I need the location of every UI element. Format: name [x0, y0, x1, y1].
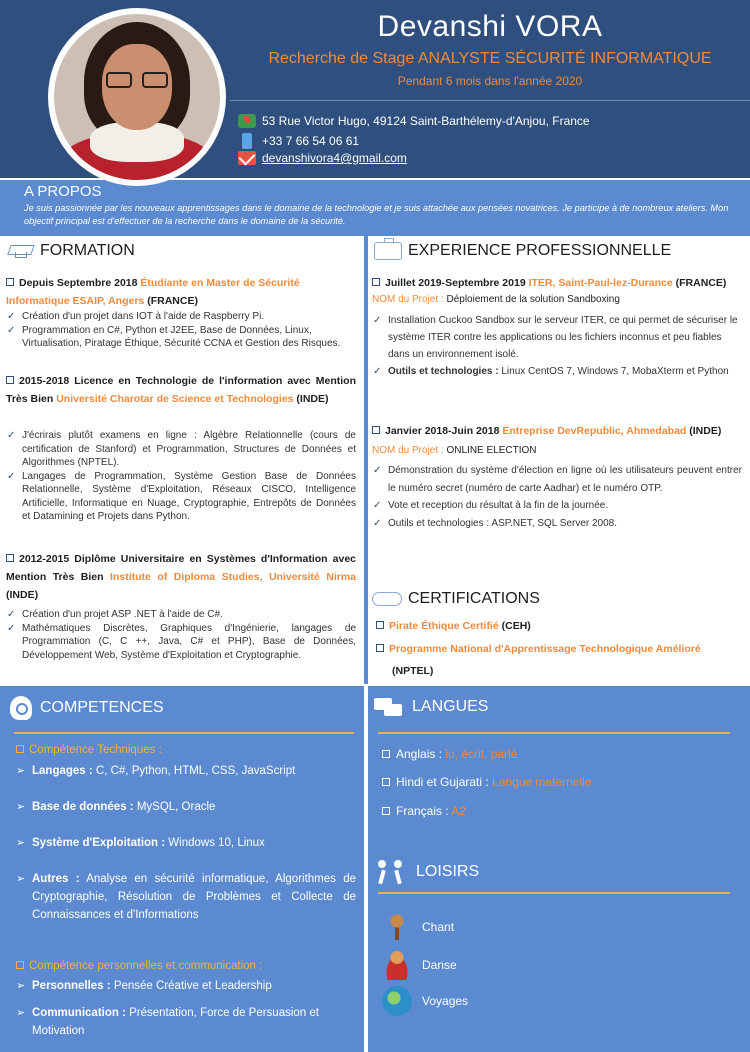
language-item-hindi-gujarati: Hindi et Gujarati : Langue maternelle — [382, 775, 591, 789]
checkbox-icon — [376, 644, 384, 652]
about-text: Je suis passionnée par les nouveaux apprentissages dans le domaine de la technologie et je suis attachée aux pensées novatrices. Je participe à de nombreux ateliers. Mon objectif principal est d'effectuer de la recherche dans le domaine de la sécurité. — [24, 203, 729, 226]
skill-communication: ➢ Communication : Présentation, Force de Persuasion et Motivation — [16, 1004, 346, 1040]
list-item: ✓ Programmation en C#, Python et J2EE, Base de Données, Linux, Virtualisation, Piratage Éthique, Sécurité CCNA et Gestion des Risques. — [4, 324, 356, 351]
tech-skills-heading: Compétence Techniques : — [16, 744, 162, 756]
formation-column — [0, 236, 364, 684]
experience-entry-1-bullets — [370, 312, 742, 380]
formation-entry-2-bullets — [4, 429, 356, 524]
formation-entry-1-head: Depuis Septembre 2018 Étudiante en Master de Sécurité Informatique ESAIP, Angers (FRANCE) — [6, 277, 300, 307]
personal-skills-heading: Compétence personnelles et communication : — [16, 960, 262, 972]
experience-column — [368, 236, 750, 684]
candidate-name: Devanshi VORA — [377, 10, 603, 43]
hobby-item-travel: Voyages — [382, 986, 468, 1016]
checkbox-icon — [372, 426, 380, 434]
checkbox-icon — [16, 745, 24, 753]
phone-icon — [242, 133, 252, 149]
graduation-cap-icon — [6, 244, 34, 258]
dancer-icon — [382, 950, 412, 980]
checkbox-icon — [6, 554, 14, 562]
checkbox-icon — [382, 807, 390, 815]
profile-photo-frame — [48, 8, 226, 186]
list-item: ✓ J'écrirais plutôt examens en ligne : Algèbre Relationnelle (cours de certification de Stanford) et Programmation, Structures de Données et Algorithmes (NPTEL). — [4, 429, 356, 470]
experience-entry-2-project: NOM du Projet : ONLINE ELECTION — [372, 445, 537, 456]
contact-address: 53 Rue Victor Hugo, 49124 Saint-Barthélemy-d'Anjou, France — [238, 114, 590, 128]
profile-photo — [54, 14, 220, 180]
checkbox-icon — [6, 376, 14, 384]
email-link[interactable]: devanshivora4@gmail.com — [262, 151, 407, 165]
people-icon — [374, 860, 408, 884]
skill-languages: ➢ Langages : C, C#, Python, HTML, CSS, JavaScript — [16, 762, 356, 780]
list-item: ✓ Outils et technologies : ASP.NET, SQL Server 2008. — [370, 515, 742, 533]
languages-hobbies-panel — [368, 686, 750, 1052]
singer-icon — [382, 912, 412, 942]
hobbies-rule — [378, 892, 730, 894]
checkbox-icon — [382, 778, 390, 786]
map-pin-icon — [238, 114, 256, 128]
language-item-french: Français : A2 — [382, 804, 466, 818]
briefcase-icon — [374, 242, 402, 260]
about-title: A PROPOS — [24, 183, 102, 200]
competences-rule — [14, 732, 354, 734]
hobby-item-dance: Danse — [382, 950, 457, 980]
skill-personal: ➢ Personnelles : Pensée Créative et Leadership — [16, 977, 356, 995]
hobbies-title: LOISIRS — [374, 860, 479, 884]
formation-entry-1-bullets — [4, 310, 356, 351]
languages-rule — [378, 732, 730, 734]
list-item: ✓ Langages de Programmation, Système Gestion Base de Données Relationnelle, Système d'Exploitation, Réseaux CISCO, Intelligence Artificielle, Informatique en Nuage, Cryptographie, Entrepôts de Données et Datamining et Projets dans Python. — [4, 470, 356, 524]
checkbox-icon — [372, 278, 380, 286]
checkbox-icon — [382, 750, 390, 758]
header-divider — [230, 100, 750, 101]
list-item: ✓ Installation Cuckoo Sandbox sur le serveur ITER, ce qui permet de sécuriser le système ITER contre les applications ou les fichiers inconnus et peu fiables dans un environnement isolé. — [370, 312, 742, 363]
list-item: ✓ Outils et technologies : Linux CentOS 7, Windows 7, MobaXterm et Python — [370, 363, 742, 380]
list-item: ✓ Création d'un projet ASP .NET à l'aide de C#. — [4, 608, 356, 622]
formation-entry-3-head: 2012-2015 Diplôme Universitaire en Systèmes d'Information avec Mention Très Bien Institute of Diploma Studies, Université Nirma (INDE) — [6, 553, 356, 601]
about-section — [0, 178, 750, 236]
language-item-english: Anglais : lu, écrit, parlé — [382, 747, 517, 761]
experience-title: EXPERIENCE PROFESSIONNELLE — [374, 242, 671, 260]
list-item: ✓ Vote et reception du résultat à la fin de la journée. — [370, 497, 742, 515]
chat-bubbles-icon — [374, 698, 404, 716]
competences-title: COMPETENCES — [10, 696, 164, 720]
formation-entry-2-head: 2015-2018 Licence en Technologie de l'information avec Mention Très Bien Université Charotar de Science et Technologies (INDE) — [6, 375, 356, 405]
contact-phone: +33 7 66 54 06 61 — [238, 133, 359, 149]
experience-entry-2-bullets — [370, 462, 742, 532]
checkbox-icon — [16, 961, 24, 969]
certification-item-1: Pirate Éthique Certifié (CEH) — [376, 617, 744, 635]
checkbox-icon — [6, 278, 14, 286]
certification-item-2-suffix: (NPTEL) — [392, 665, 434, 677]
competences-panel — [0, 686, 364, 1052]
list-item: ✓ Démonstration du système d'élection en ligne où les utilisateurs peuvent entrer le numéro secret (numéro de carte Aadhar) et le numéro OTP. — [370, 462, 742, 497]
mail-icon — [238, 151, 256, 165]
checkbox-icon — [376, 621, 384, 629]
head-gear-icon — [10, 696, 32, 720]
certification-item-2: Programme National d'Apprentissage Technologique Amélioré — [376, 640, 744, 658]
skill-databases: ➢ Base de données : MySQL, Oracle — [16, 798, 356, 816]
cloud-icon — [372, 592, 402, 606]
job-search-title: Recherche de Stage ANALYSTE SÉCURITÉ INFORMATIQUE — [268, 50, 712, 67]
contact-email — [238, 151, 407, 165]
list-item: ✓ Création d'un projet dans IOT à l'aide de Raspberry Pi. — [4, 310, 356, 324]
skill-others: ➢ Autres : Analyse en sécurité informatique, Algorithmes de Cryptographie, Résolution de Problèmes et Collecte de Connaissances et d'Informations — [16, 870, 356, 924]
certifications-title: CERTIFICATIONS — [372, 590, 540, 608]
internship-duration: Pendant 6 mois dans l'année 2020 — [397, 74, 583, 88]
hobby-item-singing: Chant — [382, 912, 454, 942]
experience-entry-2-head: Janvier 2018-Juin 2018 Entreprise DevRepublic, Ahmedabad (INDE) — [372, 422, 744, 440]
experience-entry-1-project: NOM du Projet : Déploiement de la solution Sandboxing — [372, 294, 620, 305]
formation-title: FORMATION — [6, 242, 135, 260]
list-item: ✓ Mathématiques Discrètes, Graphiques d'Ingénierie, langages de Programmation (C, C ++, Java, C# et PHP), Base de Données, Développement Web, Système d'Exploitation et Cryptographie. — [4, 622, 356, 663]
languages-title: LANGUES — [374, 698, 488, 716]
skill-os: ➢ Système d'Exploitation : Windows 10, Linux — [16, 834, 356, 852]
globe-icon — [382, 986, 412, 1016]
formation-entry-3-bullets — [4, 608, 356, 662]
experience-entry-1-head: Juillet 2019-Septembre 2019 ITER, Saint-Paul-lez-Durance (FRANCE) — [372, 274, 744, 292]
